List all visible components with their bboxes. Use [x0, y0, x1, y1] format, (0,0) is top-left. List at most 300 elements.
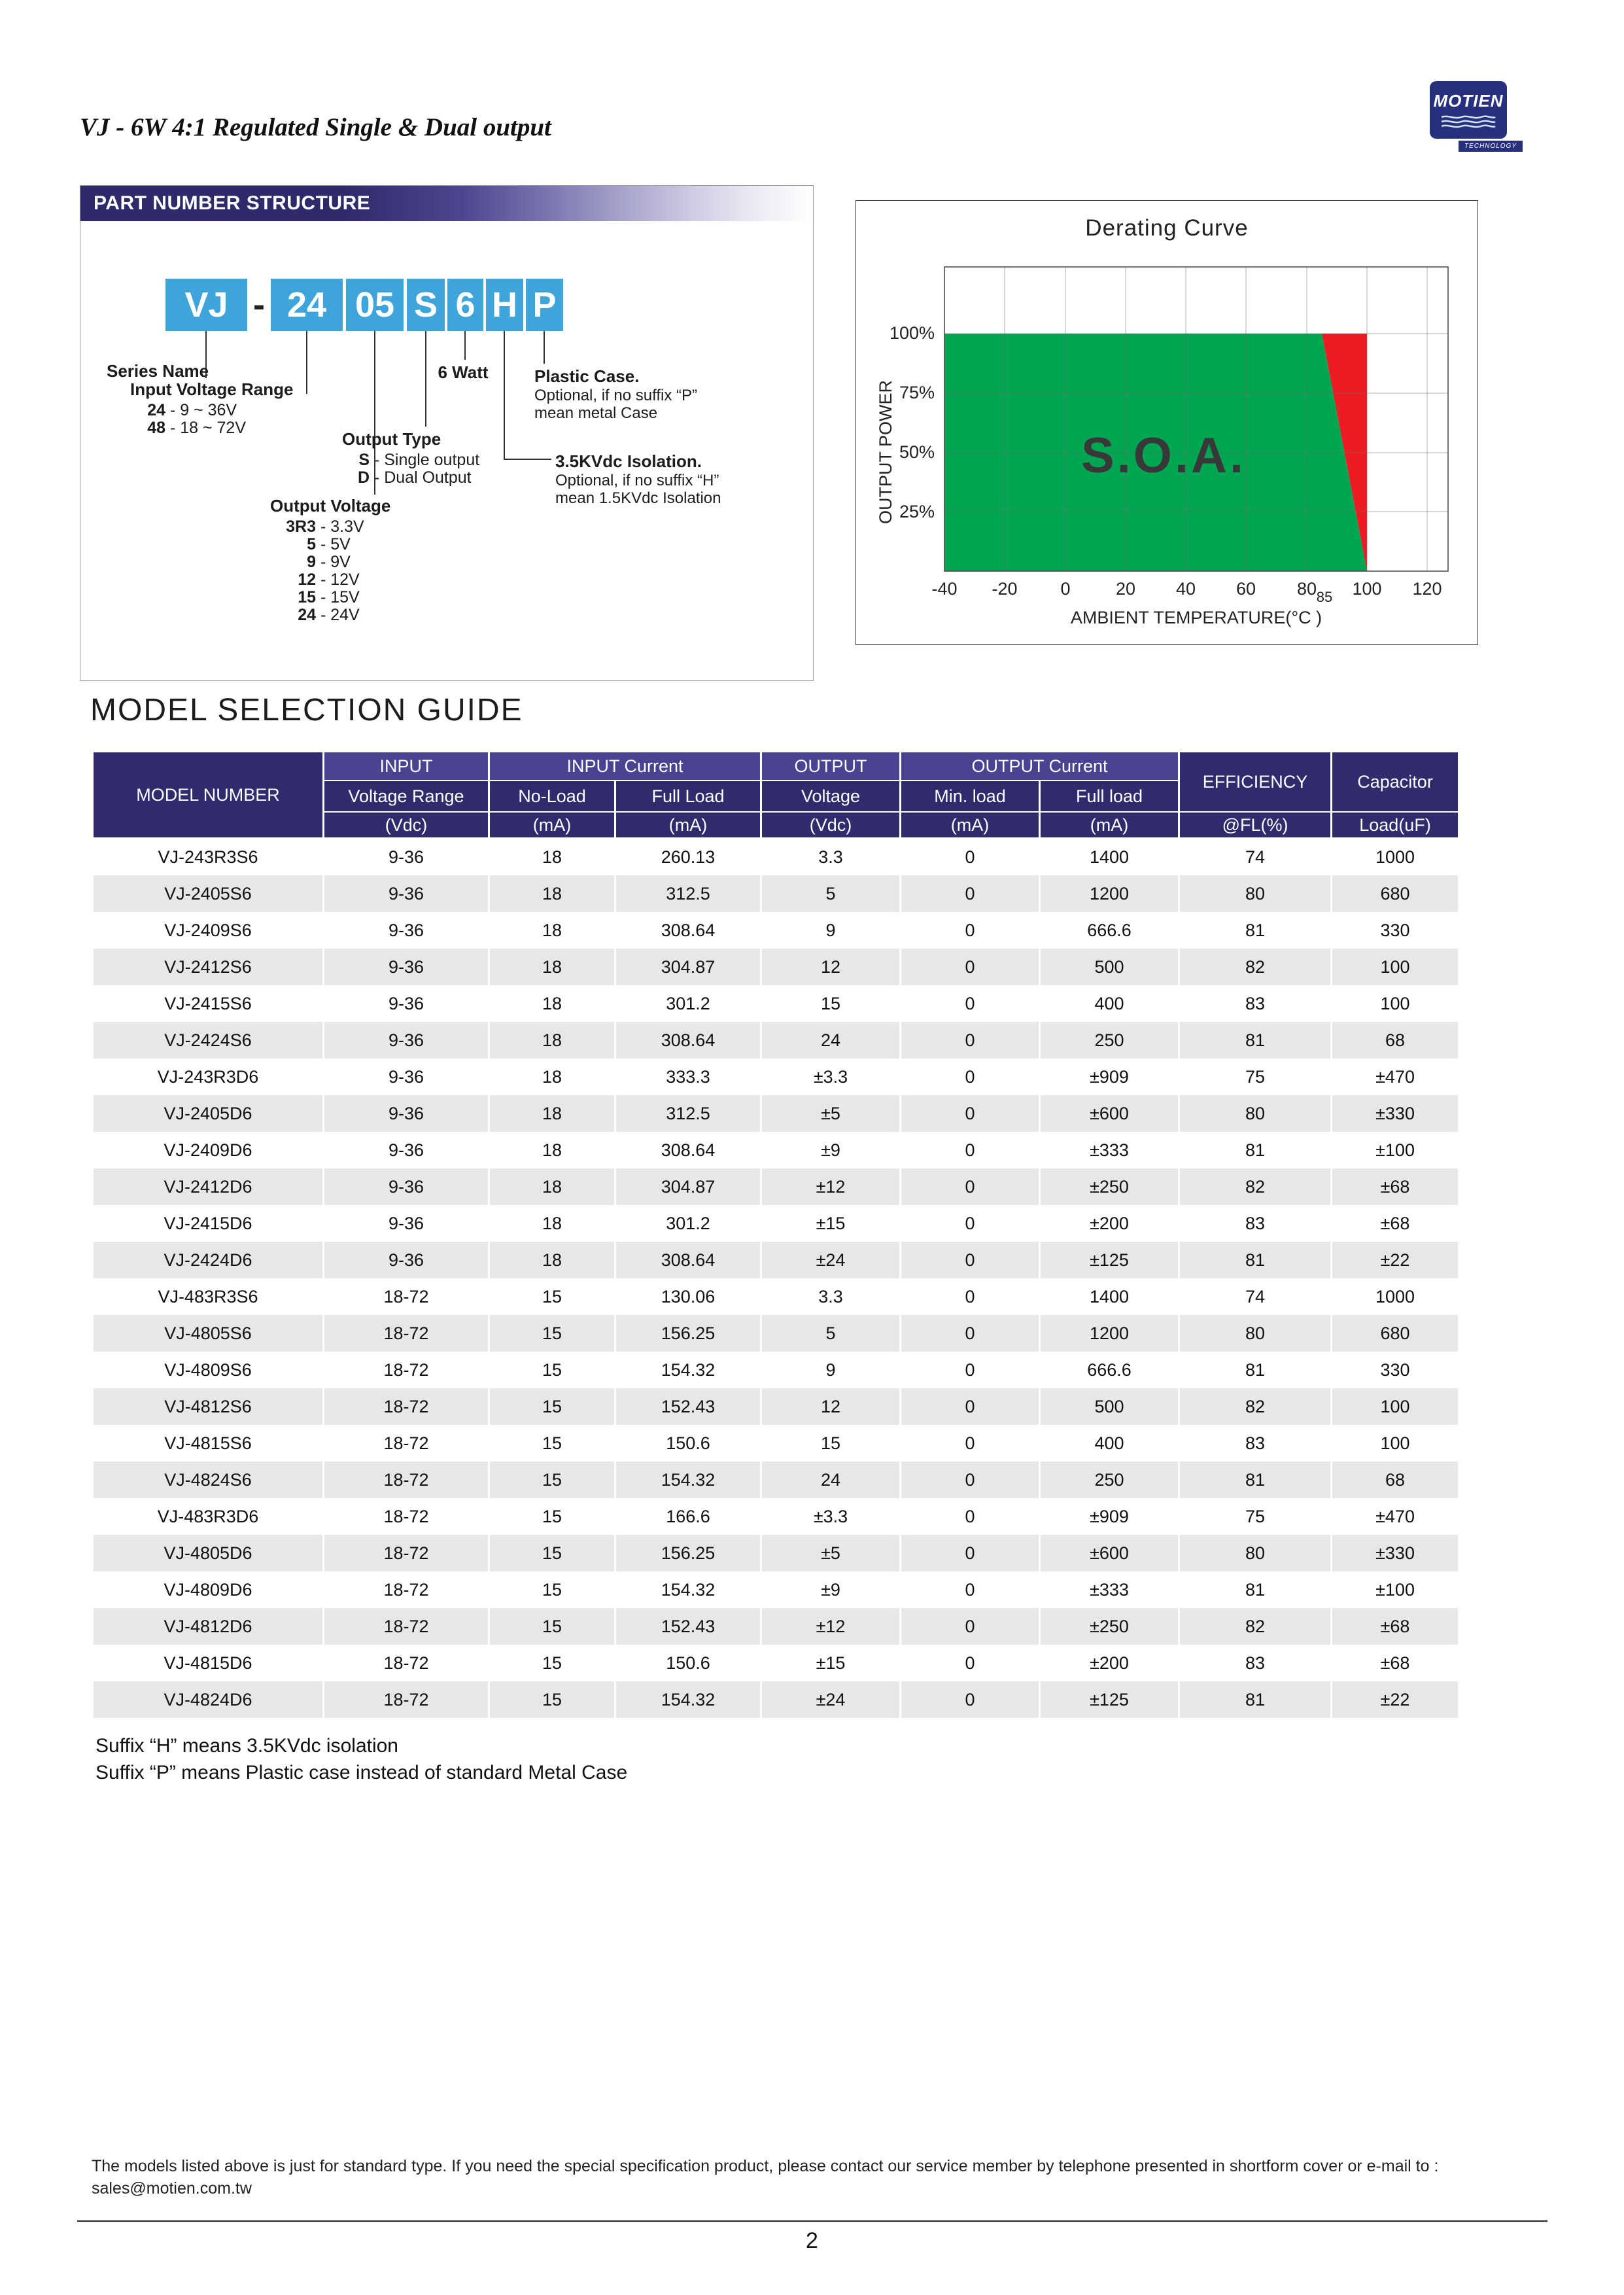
col-unit-ma: (mA) — [1041, 813, 1178, 839]
table-cell: 312.5 — [616, 875, 760, 912]
col-group-input: INPUT — [324, 752, 488, 781]
col-unit-vdc: (Vdc) — [762, 813, 899, 839]
logo-brand-text: MOTIEN — [1433, 91, 1504, 111]
table-cell: 24 — [762, 1462, 899, 1498]
option-code: 24 — [298, 606, 316, 624]
table-cell: 15 — [490, 1462, 614, 1498]
option-code: 3R3 — [286, 517, 316, 536]
table-cell: 9 — [762, 1352, 899, 1388]
table-cell: 330 — [1332, 912, 1458, 949]
table-cell: VJ-2412D6 — [94, 1168, 322, 1205]
table-cell: 81 — [1180, 1571, 1330, 1608]
table-cell: 80 — [1180, 1095, 1330, 1132]
table-cell: 308.64 — [616, 912, 760, 949]
col-header-min-load: Min. load — [901, 781, 1039, 813]
table-cell: 9-36 — [324, 985, 488, 1022]
table-cell: ±68 — [1332, 1645, 1458, 1681]
table-cell: 81 — [1180, 1462, 1330, 1498]
table-row — [94, 912, 1458, 949]
table-cell: VJ-2424D6 — [94, 1242, 322, 1278]
table-cell: 301.2 — [616, 1205, 760, 1242]
table-cell: ±470 — [1332, 1059, 1458, 1095]
page-title: VJ - 6W 4:1 Regulated Single & Dual output — [80, 113, 551, 141]
table-cell: VJ-243R3D6 — [94, 1059, 322, 1095]
table-cell: 80 — [1180, 1535, 1330, 1571]
col-group-output-current: OUTPUT Current — [901, 752, 1178, 781]
table-cell: VJ-2409S6 — [94, 912, 322, 949]
table-cell: 80 — [1180, 875, 1330, 912]
table-cell: 9-36 — [324, 1168, 488, 1205]
option-item: 5 - 5V — [283, 536, 390, 553]
table-cell: VJ-483R3D6 — [94, 1498, 322, 1535]
table-cell: 9 — [762, 912, 899, 949]
table-cell: VJ-4805D6 — [94, 1535, 322, 1571]
logo-box — [1430, 81, 1507, 139]
table-cell: ±9 — [762, 1132, 899, 1168]
table-cell: 83 — [1180, 1425, 1330, 1462]
table-cell: ±5 — [762, 1095, 899, 1132]
table-row — [94, 875, 1458, 912]
table-cell: ±600 — [1041, 1095, 1178, 1132]
table-cell: 18-72 — [324, 1681, 488, 1718]
table-cell: 9-36 — [324, 1022, 488, 1059]
derating-curve-panel — [855, 200, 1478, 645]
table-row — [94, 1095, 1458, 1132]
table-cell: 0 — [901, 1425, 1039, 1462]
table-cell: ±600 — [1041, 1535, 1178, 1571]
col-header-full-load: Full Load — [616, 781, 760, 813]
table-row — [94, 1462, 1458, 1498]
table-cell: 154.32 — [616, 1462, 760, 1498]
table-cell: 15 — [490, 1571, 614, 1608]
x-tick-label: 20 — [1115, 579, 1136, 599]
table-cell: 81 — [1180, 1242, 1330, 1278]
logo-waves-icon — [1440, 114, 1497, 129]
y-tick-label: 50% — [899, 442, 935, 462]
table-cell: ±330 — [1332, 1535, 1458, 1571]
table-row — [94, 1425, 1458, 1462]
table-cell: 154.32 — [616, 1352, 760, 1388]
footer-disclaimer: The models listed above is just for standard type. If you need the special specification product, please contact our service member by telephone presented in shortform cover or e-mail to : sales@motien.com.tw — [92, 2157, 1439, 2198]
table-cell: 0 — [901, 1059, 1039, 1095]
table-cell: 81 — [1180, 1681, 1330, 1718]
model-table-head — [94, 752, 1458, 839]
table-cell: ±333 — [1041, 1132, 1178, 1168]
table-cell: 308.64 — [616, 1132, 760, 1168]
option-code: S — [358, 451, 370, 469]
x-tick-label: 120 — [1412, 579, 1442, 599]
table-cell: ±12 — [762, 1608, 899, 1645]
table-cell: 308.64 — [616, 1022, 760, 1059]
table-cell: 0 — [901, 1462, 1039, 1498]
table-cell: 15 — [490, 1352, 614, 1388]
option-code: 48 — [147, 419, 165, 437]
table-cell: 82 — [1180, 1608, 1330, 1645]
col-unit-vdc: (Vdc) — [324, 813, 488, 839]
table-cell: 83 — [1180, 985, 1330, 1022]
table-cell: ±22 — [1332, 1242, 1458, 1278]
pn-segment-input-range: 24 — [271, 279, 343, 331]
annotation-plastic-case: Plastic Case. Optional, if no suffix “P” mean metal Case — [534, 366, 697, 422]
col-header-output-voltage: Voltage — [762, 781, 899, 813]
option-code: 24 — [147, 401, 165, 419]
table-cell: 0 — [901, 1645, 1039, 1681]
col-header-efficiency: EFFICIENCY — [1180, 752, 1330, 813]
model-selection-table — [92, 752, 1460, 1718]
table-cell: VJ-4815D6 — [94, 1645, 322, 1681]
table-cell: 666.6 — [1041, 1352, 1178, 1388]
output-voltage-options — [283, 518, 390, 624]
table-cell: 130.06 — [616, 1278, 760, 1315]
table-cell: ±125 — [1041, 1242, 1178, 1278]
table-row — [94, 1278, 1458, 1315]
suffix-notes — [95, 1732, 627, 1786]
table-cell: 156.25 — [616, 1315, 760, 1352]
table-cell: 15 — [490, 1498, 614, 1535]
table-cell: 304.87 — [616, 1168, 760, 1205]
table-cell: 18-72 — [324, 1425, 488, 1462]
table-row — [94, 1535, 1458, 1571]
table-cell: 18 — [490, 1059, 614, 1095]
table-cell: 0 — [901, 912, 1039, 949]
x-tick-label: 80 — [1296, 579, 1317, 599]
table-cell: ±15 — [762, 1205, 899, 1242]
table-cell: VJ-4809S6 — [94, 1352, 322, 1388]
table-cell: 308.64 — [616, 1242, 760, 1278]
table-cell: 100 — [1332, 985, 1458, 1022]
table-cell: 0 — [901, 1315, 1039, 1352]
table-cell: 9-36 — [324, 1059, 488, 1095]
table-cell: 18 — [490, 912, 614, 949]
option-item: 24 - 9 ~ 36V — [143, 402, 293, 419]
soa-label: S.O.A. — [1080, 428, 1247, 483]
table-cell: VJ-4824S6 — [94, 1462, 322, 1498]
col-group-output: OUTPUT — [762, 752, 899, 781]
annotation-output-voltage: Output Voltage 3R3 - 3.3V 5 - 5V 9 - 9V 12 - 12V 15 - 15V 24 - 24V — [270, 496, 391, 624]
pn-segment-isolation: H — [486, 279, 523, 331]
table-cell: 15 — [490, 1645, 614, 1681]
table-cell: 9-36 — [324, 839, 488, 875]
table-cell: 81 — [1180, 1022, 1330, 1059]
table-row — [94, 985, 1458, 1022]
col-header-capacitor: Capacitor — [1332, 752, 1458, 813]
table-cell: 81 — [1180, 1132, 1330, 1168]
pn-segment-case: P — [526, 279, 563, 331]
table-cell: 400 — [1041, 985, 1178, 1022]
part-number-structure-panel — [80, 185, 814, 681]
table-cell: 3.3 — [762, 839, 899, 875]
table-row — [94, 1022, 1458, 1059]
table-cell: 18-72 — [324, 1608, 488, 1645]
col-group-input-current: INPUT Current — [490, 752, 760, 781]
option-code: 5 — [307, 535, 316, 553]
table-row — [94, 1059, 1458, 1095]
output-type-options — [355, 451, 479, 487]
annotation-output-type: Output Type S - Single output D - Dual Output — [342, 429, 480, 487]
table-cell: ±125 — [1041, 1681, 1178, 1718]
table-row — [94, 1388, 1458, 1425]
table-cell: ±24 — [762, 1681, 899, 1718]
table-cell: 150.6 — [616, 1425, 760, 1462]
logo-tagline: TECHNOLOGY — [1459, 141, 1523, 152]
table-cell: 152.43 — [616, 1388, 760, 1425]
table-cell: 18 — [490, 1022, 614, 1059]
table-cell: ±22 — [1332, 1681, 1458, 1718]
table-cell: 75 — [1180, 1498, 1330, 1535]
table-cell: VJ-4805S6 — [94, 1315, 322, 1352]
table-cell: 15 — [490, 1425, 614, 1462]
table-cell: 100 — [1332, 1425, 1458, 1462]
model-selection-table-wrap — [92, 752, 1460, 1718]
table-cell: 5 — [762, 1315, 899, 1352]
derate-start-tick-label: 85 — [1316, 589, 1333, 605]
table-cell: 83 — [1180, 1205, 1330, 1242]
table-cell: 18-72 — [324, 1462, 488, 1498]
table-cell: 15 — [762, 1425, 899, 1462]
col-header-out-full-load: Full load — [1041, 781, 1178, 813]
table-cell: 18 — [490, 1205, 614, 1242]
col-header-model-number: MODEL NUMBER — [94, 752, 322, 839]
table-cell: ±470 — [1332, 1498, 1458, 1535]
col-header-efficiency-sub: @FL(%) — [1180, 813, 1330, 839]
table-cell: 18-72 — [324, 1352, 488, 1388]
x-tick-label: -40 — [931, 579, 958, 599]
table-cell: 68 — [1332, 1462, 1458, 1498]
table-cell: 18 — [490, 1132, 614, 1168]
x-axis-label: AMBIENT TEMPERATURE(°C ) — [1070, 608, 1322, 627]
table-cell: 5 — [762, 875, 899, 912]
table-cell: ±3.3 — [762, 1498, 899, 1535]
table-cell: 82 — [1180, 949, 1330, 985]
table-cell: ±24 — [762, 1242, 899, 1278]
table-cell: 156.25 — [616, 1535, 760, 1571]
table-cell: VJ-243R3S6 — [94, 839, 322, 875]
table-cell: 9-36 — [324, 949, 488, 985]
table-cell: 0 — [901, 1608, 1039, 1645]
table-cell: 9-36 — [324, 1095, 488, 1132]
table-cell: VJ-4824D6 — [94, 1681, 322, 1718]
table-cell: 18-72 — [324, 1571, 488, 1608]
option-item: 12 - 12V — [283, 571, 390, 589]
col-unit-ma: (mA) — [901, 813, 1039, 839]
suffix-note-h: Suffix “H” means 3.5KVdc isolation — [95, 1735, 398, 1757]
col-header-capacitor-sub: Load(uF) — [1332, 813, 1458, 839]
part-number-diagram — [80, 221, 813, 680]
option-code: 9 — [307, 553, 316, 571]
table-cell: 18 — [490, 985, 614, 1022]
table-cell: ±100 — [1332, 1571, 1458, 1608]
table-cell: ±909 — [1041, 1498, 1178, 1535]
table-cell: VJ-2412S6 — [94, 949, 322, 985]
table-cell: 9-36 — [324, 1205, 488, 1242]
table-row — [94, 1205, 1458, 1242]
derating-chart — [856, 247, 1477, 633]
x-tick-label: 60 — [1235, 579, 1256, 599]
table-cell: ±200 — [1041, 1205, 1178, 1242]
col-unit-ma: (mA) — [616, 813, 760, 839]
table-cell: 166.6 — [616, 1498, 760, 1535]
annotation-input-voltage-range: Input Voltage Range 24 - 9 ~ 36V 48 - 18 ~ 72V — [130, 379, 294, 437]
table-cell: 15 — [762, 985, 899, 1022]
table-row — [94, 1498, 1458, 1535]
suffix-note-p: Suffix “P” means Plastic case instead of standard Metal Case — [95, 1762, 628, 1783]
table-cell: VJ-2405D6 — [94, 1095, 322, 1132]
input-voltage-options — [143, 402, 293, 437]
pn-segment-output-type: S — [407, 279, 445, 331]
table-cell: 18-72 — [324, 1645, 488, 1681]
table-cell: 260.13 — [616, 839, 760, 875]
model-selection-guide-heading: MODEL SELECTION GUIDE — [90, 693, 523, 727]
table-cell: VJ-2424S6 — [94, 1022, 322, 1059]
table-cell: 82 — [1180, 1168, 1330, 1205]
table-cell: 1200 — [1041, 1315, 1178, 1352]
table-cell: 0 — [901, 1095, 1039, 1132]
table-cell: 680 — [1332, 1315, 1458, 1352]
table-cell: 312.5 — [616, 1095, 760, 1132]
option-code: D — [357, 468, 370, 487]
x-tick-label: 100 — [1352, 579, 1382, 599]
table-cell: 68 — [1332, 1022, 1458, 1059]
table-row — [94, 949, 1458, 985]
table-cell: VJ-2415D6 — [94, 1205, 322, 1242]
table-cell: ±250 — [1041, 1608, 1178, 1645]
table-cell: 18 — [490, 1168, 614, 1205]
table-cell: 82 — [1180, 1388, 1330, 1425]
table-cell: ±68 — [1332, 1608, 1458, 1645]
annotation-isolation: 3.5KVdc Isolation. Optional, if no suffix “H” mean 1.5KVdc Isolation — [555, 451, 721, 507]
option-item: 24 - 24V — [283, 606, 390, 624]
option-code: 12 — [298, 570, 316, 589]
col-header-voltage-range: Voltage Range — [324, 781, 488, 813]
table-cell: ±250 — [1041, 1168, 1178, 1205]
option-item: S - Single output — [355, 451, 479, 469]
table-cell: 250 — [1041, 1022, 1178, 1059]
y-axis-label: OUTPUT POWER — [876, 379, 895, 525]
table-cell: 500 — [1041, 1388, 1178, 1425]
y-tick-label: 75% — [899, 383, 935, 402]
table-cell: 80 — [1180, 1315, 1330, 1352]
table-cell: 18-72 — [324, 1315, 488, 1352]
table-cell: 0 — [901, 1132, 1039, 1168]
pn-separator: - — [253, 285, 265, 324]
table-cell: 100 — [1332, 949, 1458, 985]
y-tick-label: 25% — [899, 502, 935, 521]
table-cell: 330 — [1332, 1352, 1458, 1388]
table-cell: 301.2 — [616, 985, 760, 1022]
table-cell: 400 — [1041, 1425, 1178, 1462]
table-row — [94, 1608, 1458, 1645]
table-cell: 18 — [490, 875, 614, 912]
table-cell: 1000 — [1332, 1278, 1458, 1315]
option-item: 15 - 15V — [283, 589, 390, 606]
table-cell: 0 — [901, 1388, 1039, 1425]
table-cell: VJ-2409D6 — [94, 1132, 322, 1168]
table-cell: 154.32 — [616, 1571, 760, 1608]
table-cell: ±5 — [762, 1535, 899, 1571]
table-cell: 680 — [1332, 875, 1458, 912]
table-cell: 9-36 — [324, 875, 488, 912]
table-cell: 0 — [901, 839, 1039, 875]
table-cell: 0 — [901, 1681, 1039, 1718]
option-item: 9 - 9V — [283, 553, 390, 571]
table-cell: 15 — [490, 1278, 614, 1315]
table-cell: 0 — [901, 875, 1039, 912]
pn-segment-output-voltage: 05 — [346, 279, 404, 331]
table-cell: 15 — [490, 1388, 614, 1425]
option-item: D - Dual Output — [355, 469, 479, 487]
table-cell: ±909 — [1041, 1059, 1178, 1095]
table-cell: 18 — [490, 1095, 614, 1132]
table-cell: 333.3 — [616, 1059, 760, 1095]
table-cell: 18-72 — [324, 1278, 488, 1315]
table-row — [94, 1645, 1458, 1681]
table-cell: VJ-2415S6 — [94, 985, 322, 1022]
table-cell: 18-72 — [324, 1498, 488, 1535]
table-cell: 0 — [901, 1571, 1039, 1608]
col-header-no-load: No-Load — [490, 781, 614, 813]
table-cell: 0 — [901, 1242, 1039, 1278]
table-cell: 12 — [762, 949, 899, 985]
x-tick-label: 0 — [1060, 579, 1071, 599]
table-cell: 0 — [901, 1352, 1039, 1388]
table-row — [94, 1571, 1458, 1608]
table-cell: 150.6 — [616, 1645, 760, 1681]
table-cell: ±200 — [1041, 1645, 1178, 1681]
table-cell: 304.87 — [616, 949, 760, 985]
table-cell: ±333 — [1041, 1571, 1178, 1608]
x-tick-label: -20 — [992, 579, 1018, 599]
table-cell: 154.32 — [616, 1681, 760, 1718]
table-cell: ±330 — [1332, 1095, 1458, 1132]
table-cell: 12 — [762, 1388, 899, 1425]
chart-title: Derating Curve — [1085, 215, 1249, 241]
table-cell: 9-36 — [324, 1132, 488, 1168]
table-cell: 24 — [762, 1022, 899, 1059]
table-cell: 83 — [1180, 1645, 1330, 1681]
table-cell: ±100 — [1332, 1132, 1458, 1168]
table-cell: 0 — [901, 1498, 1039, 1535]
table-cell: 9-36 — [324, 1242, 488, 1278]
table-cell: 1400 — [1041, 1278, 1178, 1315]
table-cell: 9-36 — [324, 912, 488, 949]
table-cell: 0 — [901, 1168, 1039, 1205]
table-cell: ±12 — [762, 1168, 899, 1205]
table-cell: ±68 — [1332, 1205, 1458, 1242]
table-cell: ±9 — [762, 1571, 899, 1608]
table-cell: VJ-2405S6 — [94, 875, 322, 912]
model-table-body — [94, 839, 1458, 1718]
table-cell: 18 — [490, 839, 614, 875]
table-cell: 18-72 — [324, 1388, 488, 1425]
table-row — [94, 1315, 1458, 1352]
table-cell: 0 — [901, 985, 1039, 1022]
table-cell: VJ-4812S6 — [94, 1388, 322, 1425]
table-cell: 666.6 — [1041, 912, 1178, 949]
table-cell: ±68 — [1332, 1168, 1458, 1205]
table-cell: 1200 — [1041, 875, 1178, 912]
y-tick-label: 100% — [889, 323, 935, 343]
table-cell: 18 — [490, 1242, 614, 1278]
table-cell: 1400 — [1041, 839, 1178, 875]
table-cell: 500 — [1041, 949, 1178, 985]
table-cell: 18 — [490, 949, 614, 985]
table-cell: 100 — [1332, 1388, 1458, 1425]
table-cell: 75 — [1180, 1059, 1330, 1095]
annotation-series-name: Series Name — [107, 361, 209, 381]
table-cell: 0 — [901, 1535, 1039, 1571]
table-row — [94, 839, 1458, 875]
table-cell: 152.43 — [616, 1608, 760, 1645]
